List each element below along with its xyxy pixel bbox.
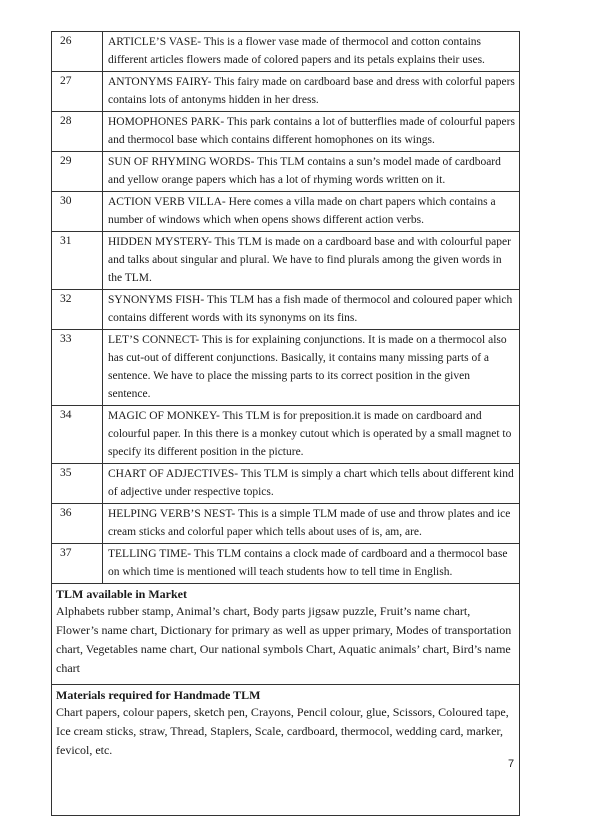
row-number: 28 (52, 112, 103, 152)
table-row (52, 464, 520, 504)
table-row (52, 330, 520, 406)
materials-text: Chart papers, colour papers, sketch pen, Crayons, Pencil colour, glue, Scissors, Coloured tape, Ice cream sticks, straw, Thread, Staplers, Scale, cardboard, thermocol, wedding card, marker, fevicol, etc. (56, 705, 509, 757)
row-description: ACTION VERB VILLA- Here comes a villa made on chart papers which contains a number of windows which when opens shows different action verbs. (103, 192, 520, 232)
materials-title: Materials required for Handmade TLM (56, 688, 261, 702)
market-title: TLM available in Market (56, 587, 187, 601)
row-description: HOMOPHONES PARK- This park contains a lot of butterflies made of colourful papers and thermocol base which contains different homophones on its wings. (103, 112, 520, 152)
table-row (52, 72, 520, 112)
table-row (52, 32, 520, 72)
table-row (52, 290, 520, 330)
row-number: 35 (52, 464, 103, 504)
market-section (52, 584, 520, 685)
table-row (52, 192, 520, 232)
row-number: 29 (52, 152, 103, 192)
row-description: HIDDEN MYSTERY- This TLM is made on a cardboard base and with colourful paper and talks about singular and plural. We have to find plurals among the given words in the TLM. (103, 232, 520, 290)
row-number: 32 (52, 290, 103, 330)
tlm-table (51, 31, 520, 816)
row-number: 31 (52, 232, 103, 290)
market-text: Alphabets rubber stamp, Animal’s chart, Body parts jigsaw puzzle, Fruit’s name chart, Flower’s name chart, Dictionary for primary as well as upper primary, Modes of transportation chart, Vegetables name chart, Our national symbols Chart, Aquatic animals’ chart, Bird’s name chart (56, 604, 512, 675)
row-description: HELPING VERB’S NEST- This is a simple TLM made of use and throw plates and ice cream sticks and colorful paper which tells about uses of is, am, are. (103, 504, 520, 544)
page-number: 7 (508, 758, 515, 770)
materials-section (52, 685, 520, 816)
table-row (52, 112, 520, 152)
row-description: CHART OF ADJECTIVES- This TLM is simply a chart which tells about different kind of adjective under respective topics. (103, 464, 520, 504)
row-description: ANTONYMS FAIRY- This fairy made on cardboard base and dress with colorful papers contains lots of antonyms hidden in her dress. (103, 72, 520, 112)
row-description: SUN OF RHYMING WORDS- This TLM contains a sun’s model made of cardboard and yellow orange papers which has a lot of rhyming words written on it. (103, 152, 520, 192)
table-row (52, 232, 520, 290)
row-number: 33 (52, 330, 103, 406)
table-row (52, 152, 520, 192)
row-number: 34 (52, 406, 103, 464)
table-row (52, 504, 520, 544)
row-number: 27 (52, 72, 103, 112)
table-row (52, 544, 520, 584)
table-row (52, 406, 520, 464)
materials-cell (52, 685, 520, 816)
row-number: 26 (52, 32, 103, 72)
row-description: ARTICLE’S VASE- This is a flower vase made of thermocol and cotton contains different articles flowers made of colored papers and its petals explains their uses. (103, 32, 520, 72)
row-number: 37 (52, 544, 103, 584)
market-cell (52, 584, 520, 685)
row-description: TELLING TIME- This TLM contains a clock made of cardboard and a thermocol base on which time is mentioned will teach students how to tell time in English. (103, 544, 520, 584)
row-number: 36 (52, 504, 103, 544)
row-description: MAGIC OF MONKEY- This TLM is for preposition.it is made on cardboard and colourful paper. In this there is a monkey cutout which is operated by a small magnet to specify its different position in the picture. (103, 406, 520, 464)
row-description: LET’S CONNECT- This is for explaining conjunctions. It is made on a thermocol also has cut-out of different conjunctions. Basically, it contains many missing parts of a sentence. We have to place the missing parts to its correct position in the given sentence. (103, 330, 520, 406)
row-description: SYNONYMS FISH- This TLM has a fish made of thermocol and coloured paper which contains different words with its synonyms on its fins. (103, 290, 520, 330)
row-number: 30 (52, 192, 103, 232)
tlm-rows (52, 32, 520, 584)
